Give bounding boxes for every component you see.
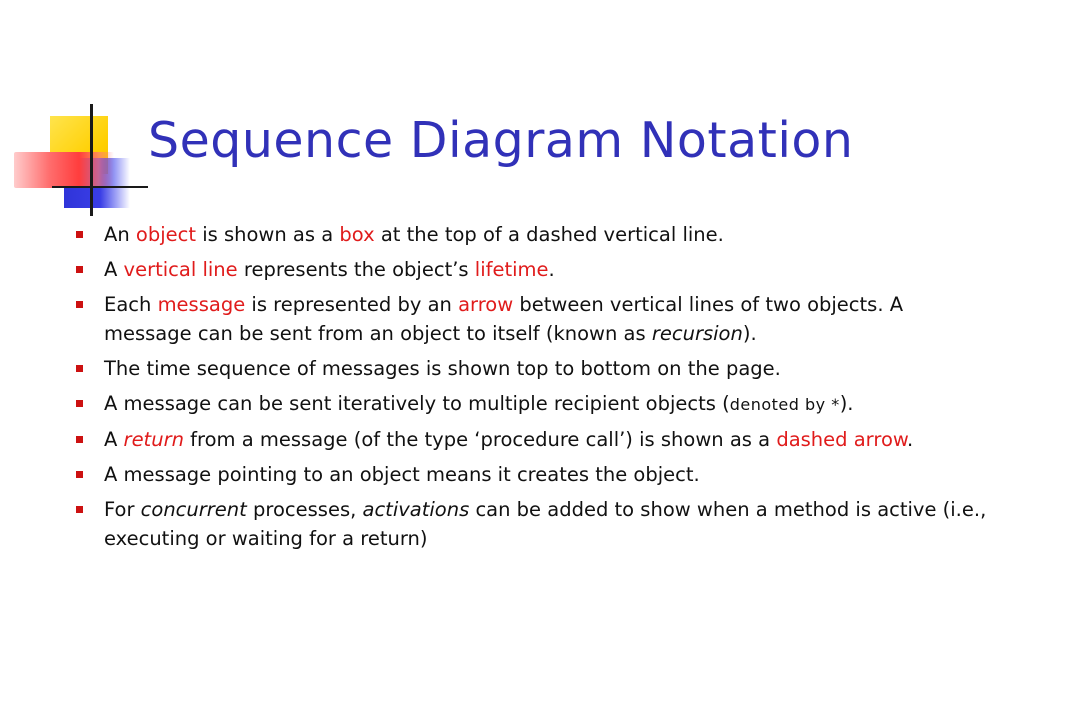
bullet-text-segment: A message pointing to an object means it creates the object.	[104, 463, 700, 486]
bullet-text-segment: activations	[362, 498, 470, 521]
bullet-item	[74, 425, 994, 454]
bullet-marker-icon	[76, 231, 83, 238]
bullet-item	[74, 255, 994, 284]
bullet-text-segment: processes,	[246, 498, 363, 521]
bullet-text-segment: box	[339, 223, 375, 246]
bullet-text-segment: The time sequence of messages is shown top to bottom on the page.	[104, 357, 781, 380]
bullet-text-segment: A	[104, 258, 124, 281]
decorative-horizontal-line	[52, 186, 148, 188]
bullet-marker-icon	[76, 471, 83, 478]
bullet-marker-icon	[76, 400, 83, 407]
bullet-text-segment: message	[157, 293, 246, 316]
bullet-text-segment: dashed arrow	[776, 428, 908, 451]
bullet-text-segment: at the top of a dashed vertical line.	[374, 223, 724, 246]
bullet-item	[74, 495, 994, 553]
slide-title: Sequence Diagram Notation	[148, 112, 854, 169]
bullet-text-segment: A message can be sent iteratively to multiple recipient objects (	[104, 392, 730, 415]
bullet-item	[74, 460, 994, 489]
decorative-red-bar	[14, 152, 114, 188]
bullet-item	[74, 354, 994, 383]
bullet-text-segment: can be added to show when a method is active (i.e., executing or waiting for a return)	[104, 498, 987, 550]
bullet-text-segment: .	[907, 428, 914, 451]
bullet-text-segment: For	[104, 498, 141, 521]
bullet-text-segment: is represented by an	[245, 293, 459, 316]
bullet-marker-icon	[76, 506, 83, 513]
bullet-text-segment: A	[104, 428, 124, 451]
bullet-text-segment: object	[135, 223, 196, 246]
bullet-marker-icon	[76, 365, 83, 372]
bullet-text-segment: vertical line	[123, 258, 238, 281]
bullet-item	[74, 290, 994, 348]
bullet-text-segment: Each	[104, 293, 158, 316]
bullet-list	[74, 220, 994, 559]
bullet-text-segment: .	[548, 258, 555, 281]
bullet-text-segment: is shown as a	[196, 223, 340, 246]
bullet-marker-icon	[76, 301, 83, 308]
bullet-text-segment: lifetime	[474, 258, 549, 281]
bullet-text-segment: ).	[742, 322, 757, 345]
bullet-item	[74, 389, 994, 419]
bullet-text-segment: between vertical lines of two objects. A message can be sent from an object to itself (known as	[104, 293, 904, 345]
bullet-text-segment: from a message (of the type ‘procedure call’) is shown as a	[183, 428, 777, 451]
bullet-marker-icon	[76, 436, 83, 443]
bullet-text-segment: denoted by *	[729, 395, 840, 414]
bullet-item	[74, 220, 994, 249]
decorative-vertical-line	[90, 104, 93, 216]
bullet-text-segment: recursion	[651, 322, 743, 345]
bullet-text-segment: represents the object’s	[237, 258, 475, 281]
bullet-text-segment: concurrent	[140, 498, 247, 521]
bullet-text-segment: return	[123, 428, 184, 451]
bullet-marker-icon	[76, 266, 83, 273]
bullet-text-segment: arrow	[458, 293, 514, 316]
bullet-text-segment: ).	[839, 392, 854, 415]
bullet-text-segment: An	[104, 223, 136, 246]
